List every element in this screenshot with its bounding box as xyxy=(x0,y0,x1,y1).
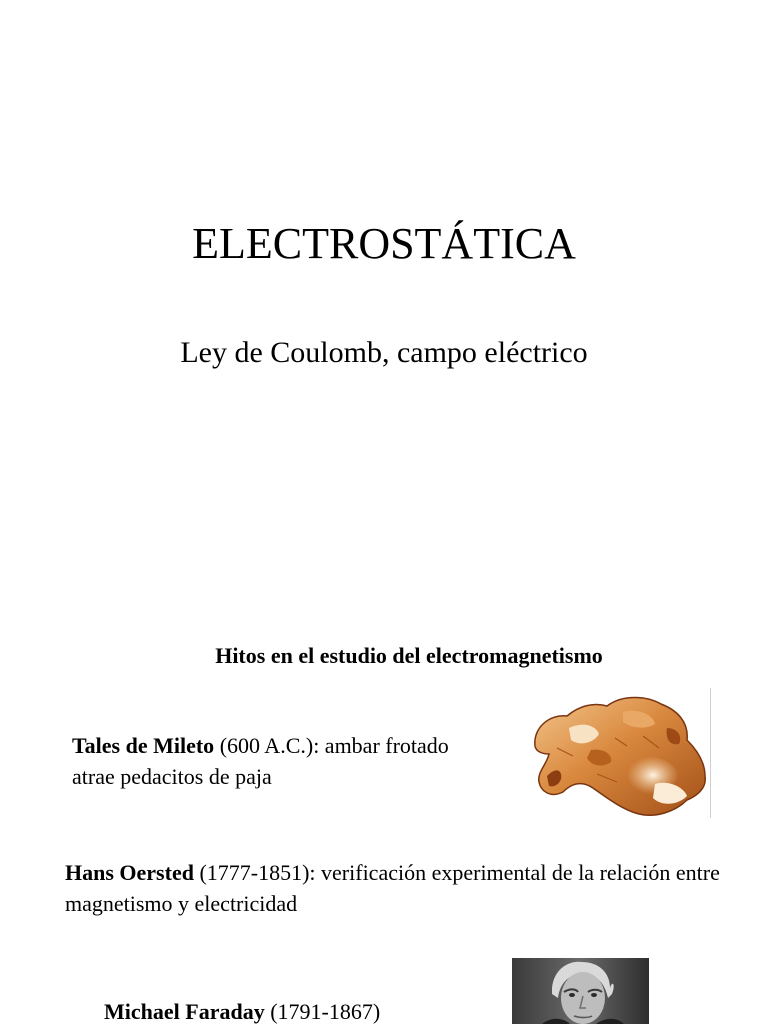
entry-tales-de-mileto xyxy=(72,730,492,792)
amber-image xyxy=(527,688,713,820)
image-divider xyxy=(710,688,711,818)
entry-hans-oersted xyxy=(65,857,725,919)
entry-name: Tales de Mileto xyxy=(72,733,215,758)
page-title: ELECTROSTÁTICA xyxy=(192,219,576,268)
entry-name: Michael Faraday xyxy=(104,999,265,1024)
entry-text: (1791-1867) xyxy=(264,999,381,1024)
entry-text: (1777-1851): verificación experimental de la relación entre magnetismo y electricidad xyxy=(65,860,720,916)
page-subtitle: Ley de Coulomb, campo eléctrico xyxy=(180,336,588,369)
entry-michael-faraday xyxy=(104,996,504,1027)
entry-text: (600 A.C.): ambar frotado atrae pedacitos de paja xyxy=(72,733,449,789)
entry-name: Hans Oersted xyxy=(65,860,194,885)
faraday-portrait xyxy=(512,958,649,1024)
section-heading: Hitos en el estudio del electromagnetismo xyxy=(215,643,603,668)
